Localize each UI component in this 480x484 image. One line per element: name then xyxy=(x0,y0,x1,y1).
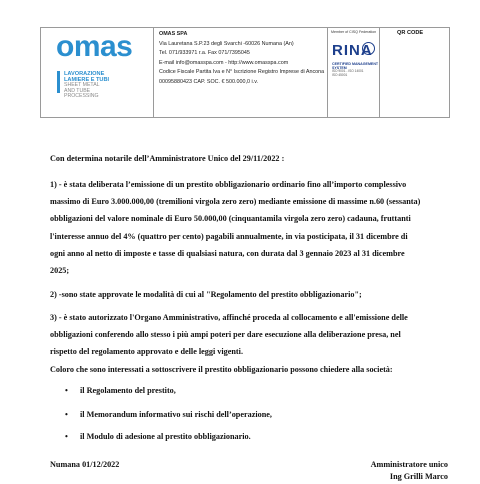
logo-accent-bar xyxy=(57,71,60,93)
company-email: E-mail info@omasspa.com - http://www.omasspa.com xyxy=(159,59,289,66)
logo-tagline-1: LAVORAZIONE xyxy=(64,71,105,77)
signature-role: Amministratore unico xyxy=(370,460,448,469)
cert-iso-1: ISO 9001 - ISO 14001 xyxy=(332,69,364,73)
body-line-1: 1) - è stata deliberata l’emissione di un prestito obbligazionario ordinario fino all’importo complessivo xyxy=(50,180,407,189)
rina-logo: RINA xyxy=(332,42,373,59)
body-line-3: obbligazioni del valore nominale di Euro 50.000,00 (cinquantamila virgola zero zero) cadauna, fruttanti xyxy=(50,214,411,223)
iqnet-circle-icon xyxy=(362,42,375,55)
logo-tagline-2: LAMIERE E TUBI xyxy=(64,77,110,83)
body-line-2: massimo di Euro 3.000.000,00 (tremilioni virgola zero zero) mediante emissione di massime n.60 (sessanta) xyxy=(50,197,421,206)
body-line-4: l'interesse annuo del 4% (quattro per cento) pagabili annualmente, in via posticipata, il 31 dicembre di xyxy=(50,232,408,241)
body-line-10: rispetto del regolamento approvato e delle leggi vigenti. xyxy=(50,347,243,356)
company-info xyxy=(159,30,324,87)
logo-tagline-en xyxy=(64,83,124,100)
cert-member-text: Member of CISQ Federation xyxy=(331,30,377,34)
company-phone: Tel. 071/933971 r.a. Fax 071/7395045 xyxy=(159,50,250,56)
body-line-8: 3) - è stato autorizzato l'Organo Amministrativo, affinché proceda al collocamento e all'emissione delle xyxy=(50,313,408,322)
company-tax-code: Codice Fiscale Partita Iva e N° Iscrizione Registro Imprese di Ancona xyxy=(159,69,325,75)
letterhead xyxy=(40,27,450,118)
body-line-7: 2) -sono state approvate le modalità di cui al "Regolamento del prestito obbligazionario"; xyxy=(50,290,362,299)
signature-name: Ing Grilli Marco xyxy=(389,472,448,481)
logo-tagline-4: AND TUBE xyxy=(64,87,91,94)
bullet-dot-3: • xyxy=(65,432,68,441)
cert-text: CERTIFIED MANAGEMENT SYSTEM xyxy=(332,62,379,70)
certification-badge xyxy=(327,28,380,117)
place-date: Numana 01/12/2022 xyxy=(50,460,120,469)
intro-line: Con determina notarile dell’Amministratore Unico del 29/11/2022 : xyxy=(50,154,285,163)
bullet-item-2: il Memorandum informativo sui rischi dell’operazione, xyxy=(80,410,272,419)
cert-iso-standards xyxy=(332,70,364,78)
bullet-dot-1: • xyxy=(65,386,68,395)
logo-tagline-3: SHEET METAL xyxy=(64,82,100,88)
company-name: OMAS SPA xyxy=(159,31,188,37)
bullet-item-3: il Modulo di adesione al prestito obbligazionario. xyxy=(80,432,251,441)
company-capital: 00095880423 CAP. SOC. € 500.000,0 i.v. xyxy=(159,78,258,85)
logo-wordmark: omas xyxy=(56,30,133,63)
body-line-5: ogni anno al netto di imposte e tasse di qualsiasi natura, con durata dal 3 gennaio 2023 al 31 dicembre xyxy=(50,249,405,258)
company-logo xyxy=(41,28,154,117)
bullet-dot-2: • xyxy=(65,410,68,419)
body-line-6: 2025; xyxy=(50,266,70,275)
body-line-11: Coloro che sono interessati a sottoscrivere il prestito obbligazionario possono chiedere alla società: xyxy=(50,365,393,374)
cert-iso-2: ISO 45001 xyxy=(332,72,348,77)
bullet-item-1: il Regolamento del prestito, xyxy=(80,386,176,395)
company-address: Via Lauretana S.P.23 degli Svarchi -60026 Numana (An) xyxy=(159,40,294,47)
logo-tagline-5: PROCESSING xyxy=(64,93,99,100)
body-line-9: obbligazioni conferendo allo stesso i più ampi poteri per dare esecuzione alla deliberazione presa, nel xyxy=(50,330,401,339)
qr-code-label: QR CODE xyxy=(397,30,424,36)
